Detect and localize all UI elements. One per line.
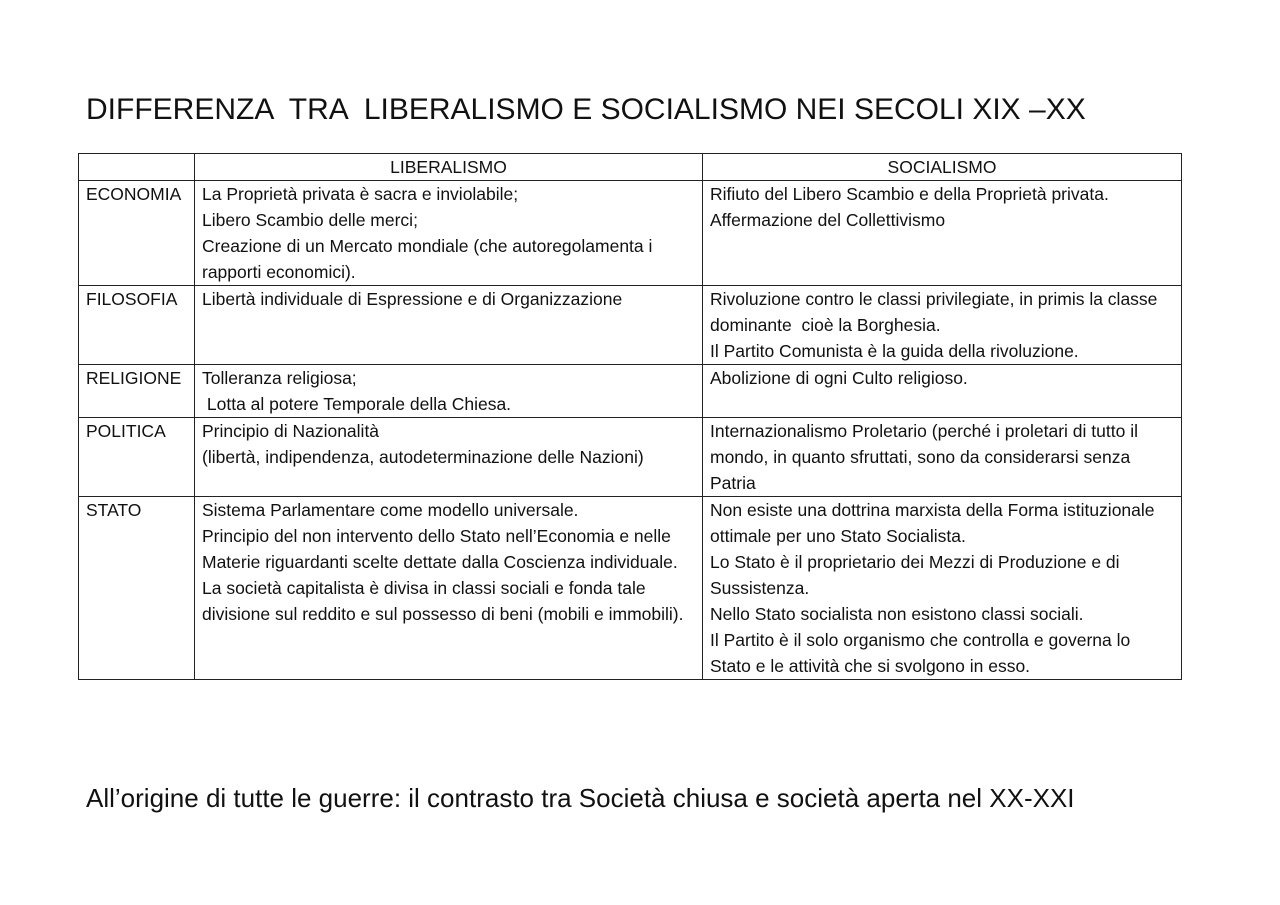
liberalismo-text-line: Sistema Parlamentare come modello universale. (202, 500, 579, 520)
row-category: POLITICA (79, 418, 195, 497)
socialismo-text-line: Affermazione del Collettivismo (710, 210, 946, 230)
table-row (79, 286, 1182, 365)
liberalismo-text-line: Libertà individuale di Espressione e di Organizzazione (202, 289, 623, 309)
cell-liberalismo (195, 286, 703, 365)
socialismo-text-line: Internazionalismo Proletario (perché i proletari di tutto il mondo, in quanto sfruttati, sono da considerarsi senza Patria (710, 421, 1143, 493)
liberalismo-text-line: Creazione di un Mercato mondiale (che autoregolamenta i rapporti economici). (202, 236, 658, 282)
header-empty-cell (79, 154, 195, 181)
table-body (79, 181, 1182, 680)
table-row (79, 497, 1182, 680)
row-category: STATO (79, 497, 195, 680)
liberalismo-text-line: Principio del non intervento dello Stato nell’Economia e nelle Materie riguardanti scelte dettate dalla Coscienza individuale. (202, 526, 678, 572)
footer-statement: All’origine di tutte le guerre: il contrasto tra Società chiusa e società aperta nel XX-XXI (86, 783, 1075, 813)
socialismo-text-line: Abolizione di ogni Culto religioso. (710, 368, 968, 388)
liberalismo-text-line: Principio di Nazionalità (202, 421, 380, 441)
header-liberalismo: LIBERALISMO (195, 154, 703, 181)
table-header-row (79, 154, 1182, 181)
liberalismo-text-line: (libertà, indipendenza, autodeterminazione delle Nazioni) (202, 447, 644, 467)
cell-socialismo (703, 497, 1182, 680)
socialismo-text-line: Lo Stato è il proprietario dei Mezzi di Produzione e di Sussistenza. (710, 552, 1125, 598)
liberalismo-text-line: La Proprietà privata è sacra e inviolabile; (202, 184, 519, 204)
liberalismo-text-line: Tolleranza religiosa; (202, 368, 357, 388)
socialismo-text-line: Nello Stato socialista non esistono classi sociali. (710, 604, 1084, 624)
liberalismo-text-line: La società capitalista è divisa in classi sociali e fonda tale divisione sul reddito e sul possesso di beni (mobili e immobili). (202, 578, 684, 624)
page-title: DIFFERENZA TRA LIBERALISMO E SOCIALISMO NEI SECOLI XIX –XX (86, 93, 1086, 126)
cell-liberalismo (195, 181, 703, 286)
socialismo-text-line: Non esiste una dottrina marxista della Forma istituzionale ottimale per uno Stato Socialista. (710, 500, 1160, 546)
table-row (79, 181, 1182, 286)
table-row (79, 365, 1182, 418)
header-socialismo: SOCIALISMO (703, 154, 1182, 181)
socialismo-text-line: Rifiuto del Libero Scambio e della Proprietà privata. (710, 184, 1109, 204)
row-category: FILOSOFIA (79, 286, 195, 365)
socialismo-text-line: Il Partito è il solo organismo che controlla e governa lo Stato e le attività che si svolgono in esso. (710, 630, 1136, 676)
cell-socialismo (703, 286, 1182, 365)
cell-socialismo (703, 365, 1182, 418)
cell-socialismo (703, 418, 1182, 497)
socialismo-text-line: Rivoluzione contro le classi privilegiate, in primis la classe dominante cioè la Borghesia. (710, 289, 1163, 335)
row-category: ECONOMIA (79, 181, 195, 286)
cell-liberalismo (195, 497, 703, 680)
row-category: RELIGIONE (79, 365, 195, 418)
cell-liberalismo (195, 418, 703, 497)
liberalismo-text-line: Lotta al potere Temporale della Chiesa. (202, 394, 512, 414)
table-row (79, 418, 1182, 497)
socialismo-text-line: Il Partito Comunista è la guida della rivoluzione. (710, 341, 1079, 361)
liberalismo-text-line: Libero Scambio delle merci; (202, 210, 418, 230)
comparison-table (78, 153, 1182, 680)
cell-socialismo (703, 181, 1182, 286)
cell-liberalismo (195, 365, 703, 418)
